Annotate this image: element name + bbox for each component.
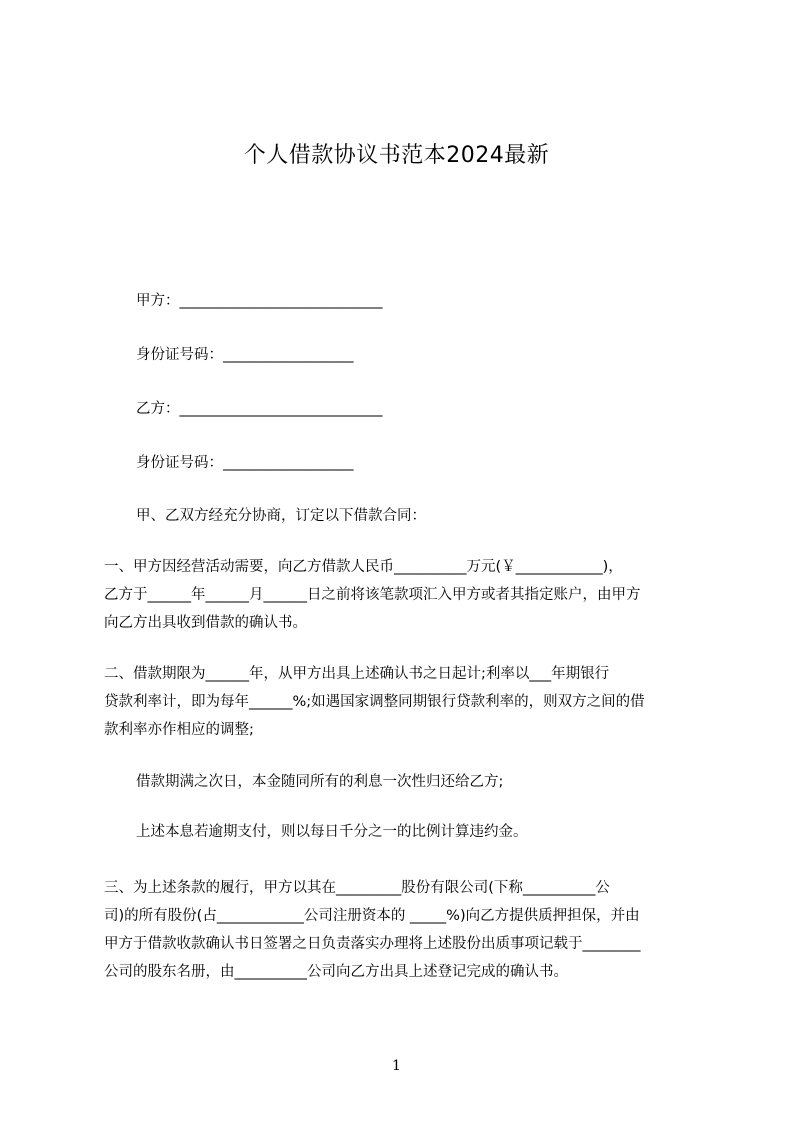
clause-2 — [104, 660, 709, 744]
clause-3-line-3: 甲方于借款收款确认书日签署之日负责落实办理将上述股份出质事项记载于________ — [104, 936, 641, 952]
clause-3 — [104, 874, 709, 986]
clause-1-line-2: 乙方于______年______月______日之前将该笔款项汇入甲方或者其指定账户，由甲方 — [104, 587, 641, 603]
clause-2-line-3: 款利率亦作相应的调整; — [104, 722, 254, 738]
clause-2-line-1: 二、借款期限为______年，从甲方出具上述确认书之日起计;利率以___年期银行 — [104, 666, 610, 682]
clause-1 — [104, 553, 709, 637]
clause-1-line-3: 向乙方出具收到借款的确认书。 — [104, 615, 307, 631]
clause-2-line-2: 贷款利率计，即为每年______%;如遇国家调整同期银行贷款利率的，则双方之间的借 — [104, 694, 645, 710]
clause-3-line-4: 公司的股东名册，由__________公司向乙方出具上述登记完成的确认书。 — [104, 964, 568, 980]
due-line: 借款期满之次日，本金随同所有的利息一次性归还给乙方; — [136, 774, 504, 790]
party-a-id-line: 身份证号码：__________________ — [136, 347, 354, 363]
clause-3-line-2: 司)的所有股份(占____________公司注册资本的 _____%)向乙方提供质押担保，并由 — [104, 908, 640, 924]
party-b-line: 乙方：____________________________ — [136, 401, 383, 417]
penalty-line: 上述本息若逾期支付，则以每日千分之一的比例计算违约金。 — [136, 824, 528, 840]
document-title: 个人借款协议书范本2024最新 — [243, 143, 550, 168]
clause-3-line-1: 三、为上述条款的履行，甲方以其在_________股份有限公司(下称__________公 — [104, 880, 610, 896]
party-b-id-line: 身份证号码：__________________ — [136, 455, 354, 471]
clause-1-line-1: 一、甲方因经营活动需要，向乙方借款人民币__________万元(￥____________)， — [104, 559, 623, 575]
party-a-line: 甲方：____________________________ — [136, 293, 383, 309]
page-number: 1 — [392, 1058, 401, 1074]
intro-line: 甲、乙双方经充分协商，订定以下借款合同： — [136, 508, 426, 524]
